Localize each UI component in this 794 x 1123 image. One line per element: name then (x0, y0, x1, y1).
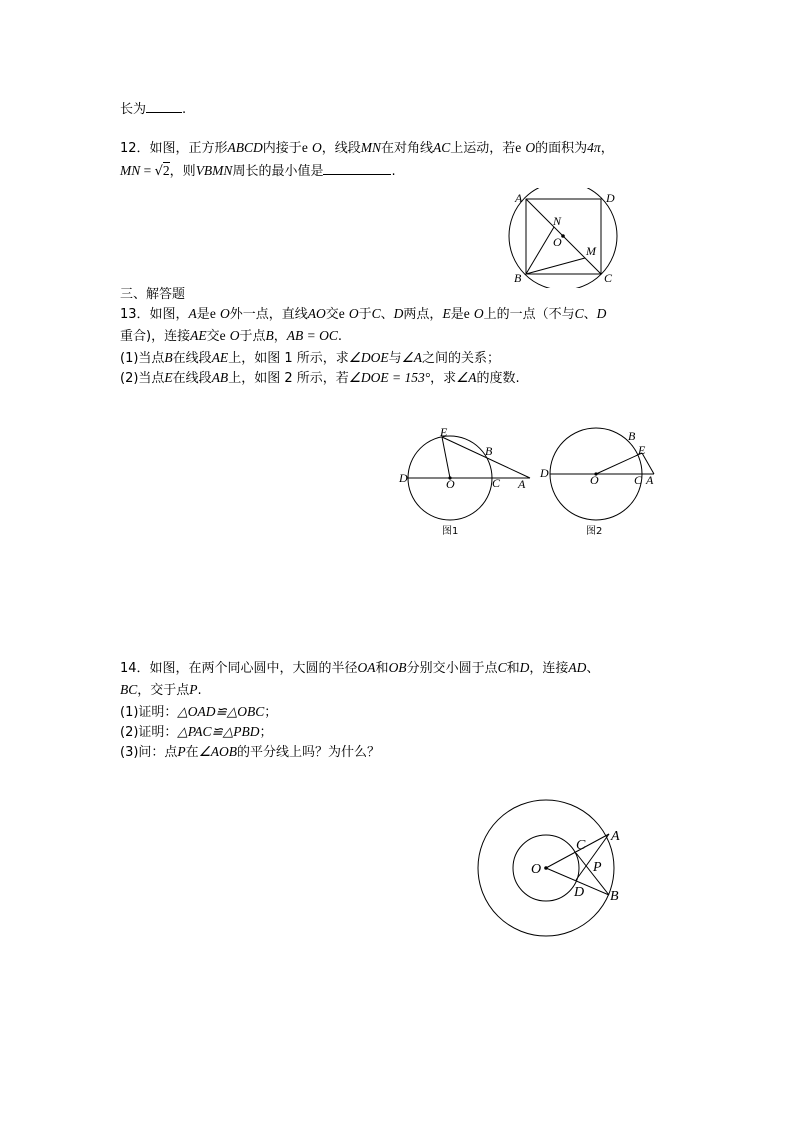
text: ， (600, 141, 614, 156)
label-O: O (553, 235, 562, 249)
label-A: A (518, 477, 526, 491)
q14-figure (476, 798, 640, 942)
math: O (525, 140, 536, 155)
label-O: O (446, 477, 455, 491)
circle-symbol: e (463, 306, 470, 321)
text: 12．如图，正方形 (120, 141, 228, 156)
text: 周长的最小值是 (232, 164, 324, 179)
text: 、 (380, 307, 394, 322)
label-D: D (540, 466, 549, 480)
text: (1)证明： (120, 705, 178, 720)
label-C: C (576, 838, 586, 853)
math: ∠A (456, 370, 477, 385)
math: P (177, 744, 186, 759)
label-E: E (440, 425, 448, 439)
circle-symbol: e (515, 140, 522, 155)
text: 上，如图 1 所示，求 (228, 351, 349, 366)
math: B (164, 350, 173, 365)
label-A: A (646, 473, 654, 487)
q14-part2 (120, 724, 273, 741)
math: O (229, 328, 240, 343)
math: B (265, 328, 274, 343)
q14-line2 (120, 682, 202, 699)
label-D: D (399, 471, 408, 485)
text: 是 (196, 307, 210, 322)
q12-line1 (120, 140, 614, 157)
text: 、 (583, 307, 597, 322)
text: 是 (450, 307, 464, 322)
label-D: D (606, 191, 615, 205)
text: ，求 (430, 371, 457, 386)
text: . (197, 683, 202, 698)
label-C: C (634, 473, 643, 487)
text: 与 (388, 351, 402, 366)
math: C (371, 306, 381, 321)
text: 在线段 (172, 371, 212, 386)
math: MN (360, 140, 381, 155)
label-B: B (610, 889, 619, 904)
figure-caption: 图2 (586, 526, 603, 537)
q13-part2 (120, 370, 520, 387)
math: O (473, 306, 484, 321)
q11-text: 长为 (120, 102, 147, 117)
math: C (574, 306, 584, 321)
label-B: B (514, 271, 522, 285)
math: A (188, 306, 197, 321)
label-B: B (485, 444, 493, 458)
text: 的度数. (476, 371, 520, 386)
math: ∠DOE = 153° (348, 370, 431, 385)
q11-tail (120, 100, 186, 118)
math: 4π (587, 140, 601, 155)
text: 的面积为 (535, 141, 588, 156)
text: 13．如图， (120, 307, 189, 322)
math: E (164, 370, 173, 385)
text: 和 (506, 661, 520, 676)
math: △OAD≌△OBC (177, 704, 265, 719)
text: 分别交小圆于点 (406, 661, 498, 676)
math: MN (120, 163, 141, 178)
label-A: A (611, 829, 620, 844)
figure-caption: 图1 (442, 526, 459, 537)
q14-part3 (120, 744, 380, 761)
text: (3)问：点 (120, 745, 178, 760)
q13-line2 (120, 328, 342, 345)
text: 内接于 (262, 141, 302, 156)
text: . (337, 329, 343, 344)
answer-blank (323, 162, 391, 175)
q12-figure (500, 188, 630, 288)
text: 上，如图 2 所示，若 (228, 371, 349, 386)
text: 在线段 (172, 351, 212, 366)
text: 14．如图，在两个同心圆中，大圆的半径 (120, 661, 358, 676)
math: OB (388, 660, 407, 675)
text: 于点 (239, 329, 266, 344)
circle-symbol: e (219, 328, 226, 343)
math: O (348, 306, 359, 321)
math: ∠AOB (198, 744, 238, 759)
section-heading: 三、解答题 (120, 287, 186, 302)
text: 交 (325, 307, 339, 322)
text: 之间的关系； (421, 351, 500, 366)
label-E: E (638, 443, 646, 457)
math: AB (211, 370, 229, 385)
text: 、 (586, 661, 600, 676)
text: ，连接 (529, 661, 569, 676)
text: (2)证明： (120, 725, 178, 740)
text: ； (259, 725, 273, 740)
math: E (442, 306, 451, 321)
label-N: N (553, 214, 562, 228)
math: BC (120, 682, 138, 697)
math: AB = OC (286, 328, 338, 343)
label-P: P (593, 860, 602, 875)
q14-line1 (120, 660, 599, 677)
text: 在 (185, 745, 199, 760)
math: AC (432, 140, 451, 155)
text: 外一点，直线 (229, 307, 308, 322)
text: 重合)，连接 (120, 329, 191, 344)
text: 于 (358, 307, 372, 322)
math: C (497, 660, 507, 675)
math: ABCD (227, 140, 263, 155)
label-A: A (515, 191, 523, 205)
text: 上运动，若 (450, 141, 516, 156)
text: ，交于点 (137, 683, 190, 698)
q13-figure-1 (396, 424, 536, 544)
sqrt-icon: √ (154, 164, 163, 179)
math: D (393, 306, 404, 321)
math: ∠DOE (348, 350, 389, 365)
math: △PAC≌△PBD (177, 724, 260, 739)
label-M: M (586, 244, 596, 258)
q13-part1 (120, 350, 500, 367)
text: 和 (375, 661, 389, 676)
answer-blank (146, 100, 182, 113)
math: D (596, 306, 607, 321)
text: 在对角线 (380, 141, 433, 156)
text: (2)当点 (120, 371, 165, 386)
text: ，则 (169, 164, 196, 179)
label-O: O (531, 862, 542, 877)
period: . (182, 102, 187, 117)
math: = (140, 163, 155, 178)
q12-line2 (120, 162, 396, 180)
math: ∠A (401, 350, 422, 365)
math: P (189, 682, 198, 697)
q13-figure-2 (538, 424, 668, 544)
label-C: C (604, 271, 613, 285)
text: 交 (206, 329, 220, 344)
math: VBMN (195, 163, 233, 178)
q14-part1 (120, 704, 277, 721)
q13-line1 (120, 306, 606, 323)
text: 上的一点（不与 (483, 307, 575, 322)
math: AO (307, 306, 326, 321)
text: ； (264, 705, 278, 720)
label-C: C (492, 476, 501, 490)
math: O (219, 306, 230, 321)
circle-symbol: e (301, 140, 308, 155)
text: 的平分线上吗？为什么？ (237, 745, 381, 760)
text: 两点， (403, 307, 443, 322)
period: . (391, 164, 396, 179)
label-O: O (590, 473, 599, 487)
math: OA (357, 660, 376, 675)
text: ， (273, 329, 287, 344)
math: D (519, 660, 530, 675)
text: (1)当点 (120, 351, 165, 366)
math: O (311, 140, 322, 155)
circle-symbol: e (338, 306, 345, 321)
label-D: D (574, 885, 585, 900)
math: 2 (162, 163, 170, 178)
math: AD (568, 660, 587, 675)
math: AE (211, 350, 229, 365)
circle-symbol: e (209, 306, 216, 321)
label-B: B (628, 429, 636, 443)
text: ，线段 (321, 141, 361, 156)
math: AE (190, 328, 207, 343)
